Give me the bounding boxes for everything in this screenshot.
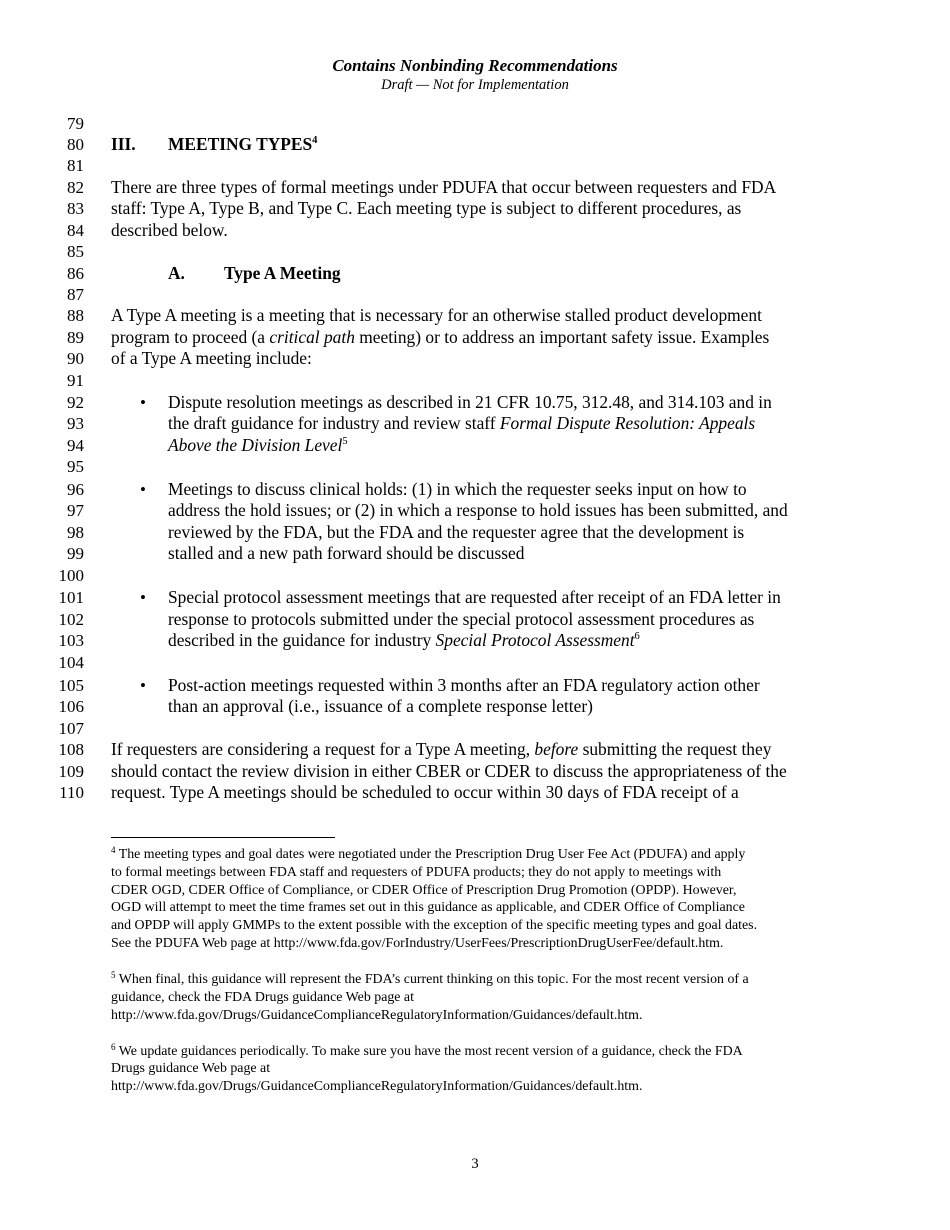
footnote-5-line: guidance, check the FDA Drugs guidance Web page at	[111, 990, 414, 1005]
line-number: 99	[67, 544, 84, 563]
footnote-number: 5	[111, 970, 116, 980]
line-number: 82	[67, 178, 84, 197]
footnote-5-line: $^5$ When final, this guidance will represent the FDA’s current thinking on this topic. For the most recent version of a	[111, 970, 749, 987]
footnote-6-line: Drugs guidance Web page at	[111, 1061, 271, 1076]
line-number: 93	[67, 414, 84, 433]
line-98	[0, 522, 950, 543]
body-text: A Type A meeting is a meeting that is necessary for an otherwise stalled product development	[111, 305, 762, 325]
body-text: staff: Type A, Type B, and Type C. Each meeting type is subject to different procedures, as	[111, 198, 742, 218]
bullet-icon: •	[140, 588, 146, 607]
line-number: 87	[67, 285, 84, 304]
line-number: 85	[67, 242, 84, 261]
line-number: 108	[58, 740, 84, 759]
bullet-text: Post-action meetings requested within 3 months after an FDA regulatory action other	[168, 675, 760, 695]
footnote-4-line: See the PDUFA Web page at http://www.fda.gov/ForIndustry/UserFees/PrescriptionDrugUserFee/default.htm.	[111, 936, 724, 951]
line-109	[0, 761, 950, 782]
line-83	[0, 198, 950, 219]
subsection-title: Type A Meeting	[224, 263, 341, 283]
bullet-text: Special protocol assessment meetings that are requested after receipt of an FDA letter in	[168, 587, 781, 607]
bullet-text: stalled and a new path forward should be discussed	[168, 543, 525, 563]
line-number: 109	[58, 762, 84, 781]
bullet-icon: •	[140, 480, 146, 499]
bullet-text: Dispute resolution meetings as described in 21 CFR 10.75, 312.48, and 314.103 and in	[168, 392, 772, 412]
line-number: 90	[67, 349, 84, 368]
line-91	[0, 370, 950, 391]
body-text: should contact the review division in either CBER or CDER to discuss the appropriateness of the	[111, 761, 787, 781]
footnote-4-line: OGD will attempt to meet the time frames set out in this guidance as applicable, and CDER Office of Compliance	[111, 900, 745, 915]
line-85	[0, 241, 950, 262]
footnote-4-line: and OPDP will apply GMMPs to the extent possible with the exception of the specific meeting types and goal dates.	[111, 918, 758, 933]
line-89	[0, 327, 950, 348]
section-title-text: MEETING TYPES	[168, 134, 313, 154]
line-number: 83	[67, 199, 84, 218]
page-number: 3	[471, 1156, 479, 1172]
line-104	[0, 652, 950, 673]
line-92	[0, 392, 950, 413]
line-number: 92	[67, 393, 84, 412]
line-106	[0, 696, 950, 717]
header-subtitle: Draft — Not for Implementation	[381, 77, 569, 93]
bullet-text: described in the guidance for industry Special Protocol Assessment$^6$	[168, 630, 640, 650]
line-number: 81	[67, 156, 84, 175]
bullet-text: the draft guidance for industry and review staff Formal Dispute Resolution: Appeals	[168, 413, 756, 433]
line-79	[0, 113, 950, 134]
line-102	[0, 609, 950, 630]
bullet-icon: •	[140, 676, 146, 695]
line-97	[0, 500, 950, 521]
line-number: 84	[67, 221, 84, 240]
line-number: 100	[58, 566, 84, 585]
line-number: 91	[67, 371, 84, 390]
line-87	[0, 284, 950, 305]
line-number: 80	[67, 135, 84, 154]
body-text: of a Type A meeting include:	[111, 348, 312, 368]
line-82	[0, 177, 950, 198]
line-number: 95	[67, 457, 84, 476]
line-number: 104	[58, 653, 84, 672]
bullet-text: than an approval (i.e., issuance of a complete response letter)	[168, 696, 593, 716]
bullet-text: address the hold issues; or (2) in which a response to hold issues has been submitted, and	[168, 500, 788, 520]
section-number: III.	[111, 134, 136, 154]
bullet-icon: •	[140, 393, 146, 412]
body-text: request. Type A meetings should be scheduled to occur within 30 days of FDA receipt of a	[111, 782, 739, 802]
footnote-ref-6: 6	[634, 631, 640, 642]
body-text: program to proceed (a critical path meeting) or to address an important safety issue. Examples	[111, 327, 770, 347]
line-96	[0, 479, 950, 500]
line-84	[0, 220, 950, 241]
body-text: There are three types of formal meetings under PDUFA that occur between requesters and FDA	[111, 177, 777, 197]
footnote-number: 6	[111, 1042, 116, 1052]
line-103	[0, 630, 950, 651]
line-number: 107	[58, 719, 84, 738]
line-number: 79	[67, 114, 84, 133]
line-110	[0, 782, 950, 803]
bullet-text: Meetings to discuss clinical holds: (1) in which the requester seeks input on how to	[168, 479, 747, 499]
line-101	[0, 587, 950, 608]
line-number: 86	[67, 264, 84, 283]
line-99	[0, 543, 950, 564]
body-text: described below.	[111, 220, 228, 240]
line-80	[0, 134, 950, 155]
footnote-6-line: http://www.fda.gov/Drugs/GuidanceComplianceRegulatoryInformation/Guidances/default.htm.	[111, 1079, 643, 1094]
footnote-6-line: $^6$ We update guidances periodically. To make sure you have the most recent version of a guidance, check the FDA	[111, 1042, 743, 1059]
bullet-text: Above the Division Level$^5$	[168, 435, 348, 455]
line-108	[0, 739, 950, 760]
line-number: 106	[58, 697, 84, 716]
line-100	[0, 565, 950, 586]
body-text: If requesters are considering a request for a Type A meeting, before submitting the request they	[111, 739, 772, 759]
line-number: 97	[67, 501, 84, 520]
line-number: 110	[59, 783, 84, 802]
line-number: 98	[67, 523, 84, 542]
line-93	[0, 413, 950, 434]
line-number: 101	[58, 588, 84, 607]
header-title: Contains Nonbinding Recommendations	[332, 56, 618, 75]
line-number: 105	[58, 676, 84, 695]
line-107	[0, 718, 950, 739]
line-number: 96	[67, 480, 84, 499]
bullet-text: reviewed by the FDA, but the FDA and the requester agree that the development is	[168, 522, 745, 542]
footnote-4-line: $^4$ The meeting types and goal dates were negotiated under the Prescription Drug User Fee Act (PDUFA) and apply	[111, 845, 746, 862]
footnote-5-line: http://www.fda.gov/Drugs/GuidanceComplianceRegulatoryInformation/Guidances/default.htm.	[111, 1008, 643, 1023]
footnote-divider	[111, 837, 335, 838]
footnote-ref-5: 5	[342, 436, 348, 447]
bullet-text: response to protocols submitted under the special protocol assessment procedures as	[168, 609, 755, 629]
footnote-4-line: CDER OGD, CDER Office of Compliance, or CDER Office of Prescription Drug Promotion (OPDP). However,	[111, 883, 737, 898]
line-86	[0, 263, 950, 284]
footnote-number: 4	[111, 845, 116, 855]
line-90	[0, 348, 950, 369]
footnote-4-line: to formal meetings between FDA staff and requesters of PDUFA products; they do not apply to meetings with	[111, 865, 722, 880]
line-81	[0, 155, 950, 176]
line-number: 89	[67, 328, 84, 347]
line-number: 103	[58, 631, 84, 650]
line-94	[0, 435, 950, 456]
line-number: 88	[67, 306, 84, 325]
line-95	[0, 456, 950, 477]
line-88	[0, 305, 950, 326]
line-105	[0, 675, 950, 696]
subsection-number: A.	[168, 263, 185, 283]
line-number: 102	[58, 610, 84, 629]
line-number: 94	[67, 436, 84, 455]
footnote-ref-4: 4	[312, 135, 318, 146]
